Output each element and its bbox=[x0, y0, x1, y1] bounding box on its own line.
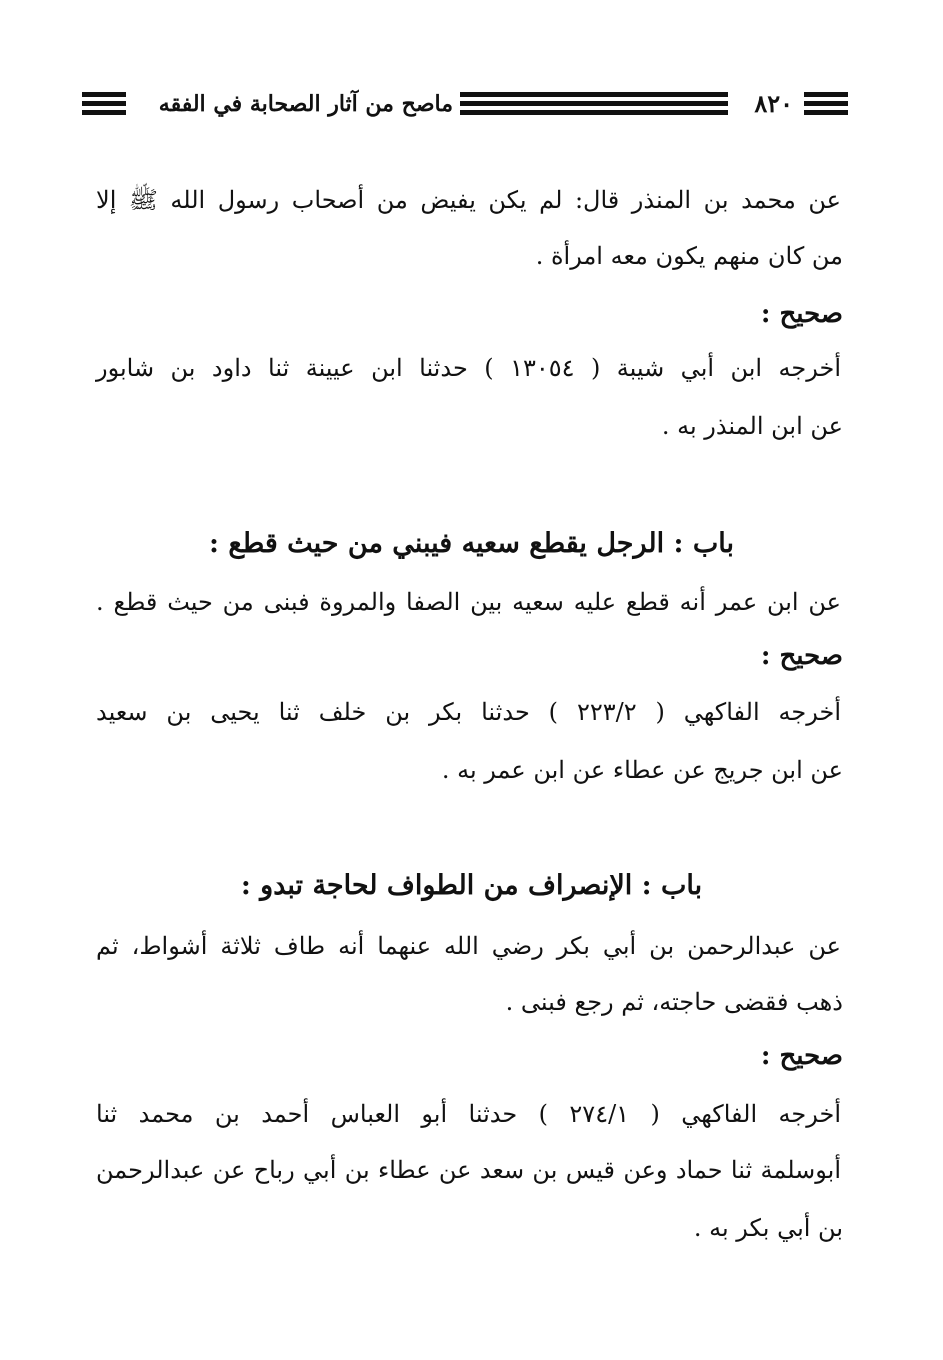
header-rule-left bbox=[82, 92, 126, 97]
running-title: ماصح من آثار الصحابة في الفقه bbox=[158, 91, 453, 117]
header-rule-middle bbox=[460, 101, 728, 106]
header-rule-middle bbox=[460, 92, 728, 97]
grade-label: صحيح : bbox=[760, 1041, 843, 1071]
narration-text: عن ابن عمر أنه قطع عليه سعيه بين الصفا والمروة فبنى من حيث قطع . bbox=[96, 588, 841, 616]
source-text: عن ابن المنذر به . bbox=[661, 412, 843, 440]
source-text: عن ابن جريج عن عطاء عن ابن عمر به . bbox=[441, 756, 843, 784]
grade-label: صحيح : bbox=[760, 641, 843, 671]
header-rule-left bbox=[82, 101, 126, 106]
chapter-heading: باب : الإنصراف من الطواف لحاجة تبدو : bbox=[240, 870, 703, 901]
header-rule-right bbox=[804, 92, 848, 97]
grade-label: صحيح : bbox=[760, 299, 843, 329]
narration-text: من كان منهم يكون معه امرأة . bbox=[535, 242, 843, 270]
running-header bbox=[82, 88, 848, 120]
chapter-heading: باب : الرجل يقطع سعيه فيبني من حيث قطع : bbox=[208, 528, 735, 559]
source-text: أخرجه الفاكهي ( ٢٢٣/٢ ) حدثنا بكر بن خلف ثنا يحيى بن سعيد bbox=[96, 698, 842, 726]
source-text: أبوسلمة ثنا حماد وعن قيس بن سعد عن عطاء بن أبي رباح عن عبدالرحمن bbox=[96, 1156, 841, 1184]
header-rule-right bbox=[804, 110, 848, 115]
narration-text: عن عبدالرحمن بن أبي بكر رضي الله عنهما أنه طاف ثلاثة أشواط، ثم bbox=[96, 932, 841, 960]
header-rule-right bbox=[804, 101, 848, 106]
header-rule-left bbox=[82, 110, 126, 115]
source-text: أخرجه ابن أبي شيبة ( ١٣٠٥٤ ) حدثنا ابن عيينة ثنا داود بن شابور bbox=[96, 354, 842, 382]
source-text: أخرجه الفاكهي ( ٢٧٤/١ ) حدثنا أبو العباس أحمد بن محمد ثنا bbox=[96, 1100, 842, 1128]
narration-text: ذهب فقضى حاجته، ثم رجع فبنى . bbox=[505, 988, 843, 1016]
narration-text: عن محمد بن المنذر قال: لم يكن يفيض من أصحاب رسول الله ﷺ إلا bbox=[96, 186, 841, 214]
header-rule-middle bbox=[460, 110, 728, 115]
source-text: بن أبي بكر به . bbox=[693, 1214, 843, 1242]
page-number: ٨٢٠ bbox=[754, 89, 793, 118]
